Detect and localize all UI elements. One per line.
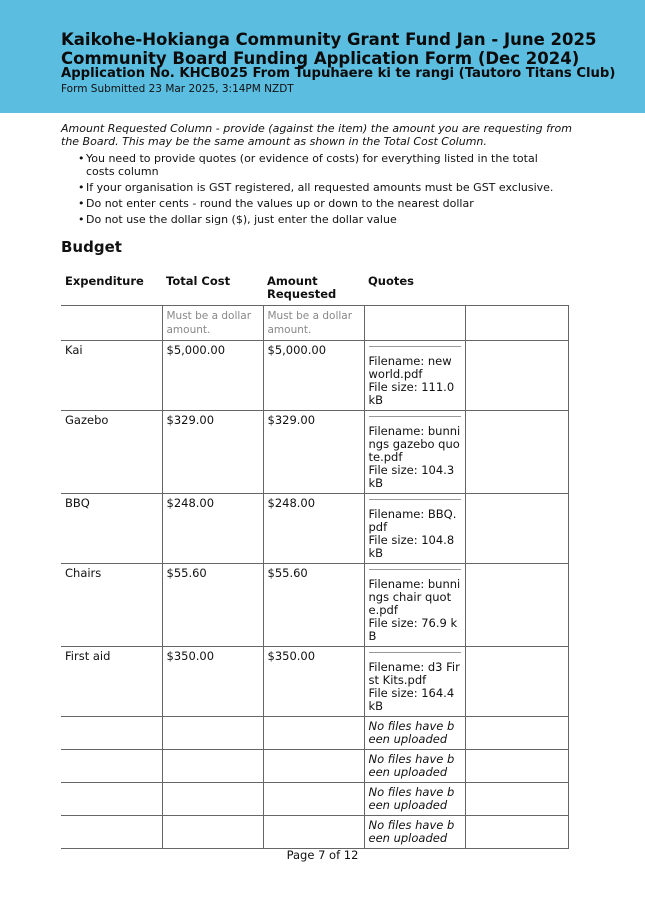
amount-requested-instructions: Amount Requested Column - provide (against the item) the amount you are requesting from the Board. This may be the same amount as shown in the Total Cost Column. (61, 122, 572, 148)
blank-cell (465, 647, 568, 717)
form-header (0, 0, 645, 113)
table-row (61, 341, 568, 411)
amount-requested-cell (263, 783, 364, 816)
quote-file[interactable] (364, 647, 465, 717)
instruction-list (78, 152, 568, 229)
amount-requested-cell: $248.00 (263, 494, 364, 564)
amount-requested-cell (263, 717, 364, 750)
blank-cell (465, 783, 568, 816)
total-cost-cell: $329.00 (162, 411, 263, 494)
quote-file[interactable] (364, 494, 465, 564)
amount-requested-cell (263, 816, 364, 849)
expenditure-cell (61, 717, 162, 750)
expenditure-cell: BBQ (61, 494, 162, 564)
total-cost-cell (162, 750, 263, 783)
total-cost-cell (162, 717, 263, 750)
blank-cell (465, 411, 568, 494)
total-cost-cell: $55.60 (162, 564, 263, 647)
expenditure-cell: Kai (61, 341, 162, 411)
total-cost-cell (162, 816, 263, 849)
quote-file[interactable] (364, 341, 465, 411)
column-header-total-cost: Total Cost (166, 274, 231, 288)
bullet-icon: • (78, 181, 85, 194)
amount-requested-cell: $329.00 (263, 411, 364, 494)
amount-requested-hint: Must be a dollar amount. (263, 306, 364, 341)
expenditure-cell (61, 816, 162, 849)
table-header-row (61, 272, 568, 306)
quote-filename: Filename: new world.pdf (368, 354, 452, 381)
bullet-icon: • (78, 152, 85, 165)
quote-filesize: File size: 104.8 kB (368, 533, 455, 560)
table-row (61, 564, 568, 647)
total-cost-cell: $350.00 (162, 647, 263, 717)
table-row (61, 816, 568, 849)
quote-filename: Filename: bunnings gazebo quote.pdf (368, 424, 461, 464)
quote-filesize: File size: 104.3 kB (368, 463, 455, 490)
page-number: Page 7 of 12 (286, 848, 359, 862)
column-header-expenditure: Expenditure (65, 274, 144, 288)
total-cost-cell (162, 783, 263, 816)
quote-file[interactable] (364, 564, 465, 647)
expenditure-cell: First aid (61, 647, 162, 717)
no-files-message: No files have been uploaded (364, 816, 465, 849)
blank-cell (465, 816, 568, 849)
bullet-icon: • (78, 197, 85, 210)
column-header-quotes: Quotes (368, 274, 415, 288)
quote-filename: Filename: bunnings chair quote.pdf (368, 577, 461, 617)
blank-cell (465, 494, 568, 564)
table-row (61, 494, 568, 564)
no-files-message: No files have been uploaded (364, 717, 465, 750)
table-row (61, 411, 568, 494)
form-title: Community Board Funding Application Form (Dec 2024) (61, 49, 580, 68)
table-row (61, 647, 568, 717)
amount-requested-cell: $5,000.00 (263, 341, 364, 411)
no-files-message: No files have been uploaded (364, 783, 465, 816)
expenditure-cell: Chairs (61, 564, 162, 647)
quote-file[interactable] (364, 411, 465, 494)
blank-cell (465, 717, 568, 750)
hint-row (61, 306, 568, 341)
column-header-blank (465, 272, 568, 306)
quote-filename: Filename: BBQ.pdf (368, 507, 457, 534)
quote-filesize: File size: 111.0 kB (368, 380, 455, 407)
table-row (61, 783, 568, 816)
quote-filename: Filename: d3 First Kits.pdf (368, 660, 460, 687)
quote-filesize: File size: 164.4 kB (368, 686, 455, 713)
instruction-item: • If your organisation is GST registered, all requested amounts must be GST exclusive. (78, 181, 554, 194)
blank-cell (465, 341, 568, 411)
no-files-message: No files have been uploaded (364, 750, 465, 783)
table-row (61, 717, 568, 750)
budget-table (61, 272, 569, 849)
quote-filesize: File size: 76.9 kB (368, 616, 458, 643)
fund-title: Kaikohe-Hokianga Community Grant Fund Jan - June 2025 (61, 30, 597, 49)
blank-cell (465, 306, 568, 341)
quotes-cell (364, 306, 465, 341)
blank-cell (465, 750, 568, 783)
total-cost-cell: $5,000.00 (162, 341, 263, 411)
table-row (61, 750, 568, 783)
amount-requested-cell: $350.00 (263, 647, 364, 717)
instruction-item: • You need to provide quotes (or evidence of costs) for everything listed in the total costs column (78, 152, 538, 178)
budget-heading: Budget (61, 238, 122, 256)
amount-requested-cell: $55.60 (263, 564, 364, 647)
submitted-timestamp: Form Submitted 23 Mar 2025, 3:14PM NZDT (61, 83, 294, 95)
bullet-icon: • (78, 213, 85, 226)
total-cost-cell: $248.00 (162, 494, 263, 564)
instruction-item: • Do not enter cents - round the values up or down to the nearest dollar (78, 197, 474, 210)
total-cost-hint: Must be a dollar amount. (162, 306, 263, 341)
amount-requested-cell (263, 750, 364, 783)
expenditure-cell (61, 306, 162, 341)
blank-cell (465, 564, 568, 647)
column-header-amount-requested: Amount Requested (267, 274, 337, 301)
expenditure-cell (61, 783, 162, 816)
instruction-item: • Do not use the dollar sign ($), just enter the dollar value (78, 213, 397, 226)
expenditure-cell: Gazebo (61, 411, 162, 494)
expenditure-cell (61, 750, 162, 783)
application-number: Application No. KHCB025 From Tupuhaere ki te rangi (Tautoro Titans Club) (61, 66, 616, 81)
